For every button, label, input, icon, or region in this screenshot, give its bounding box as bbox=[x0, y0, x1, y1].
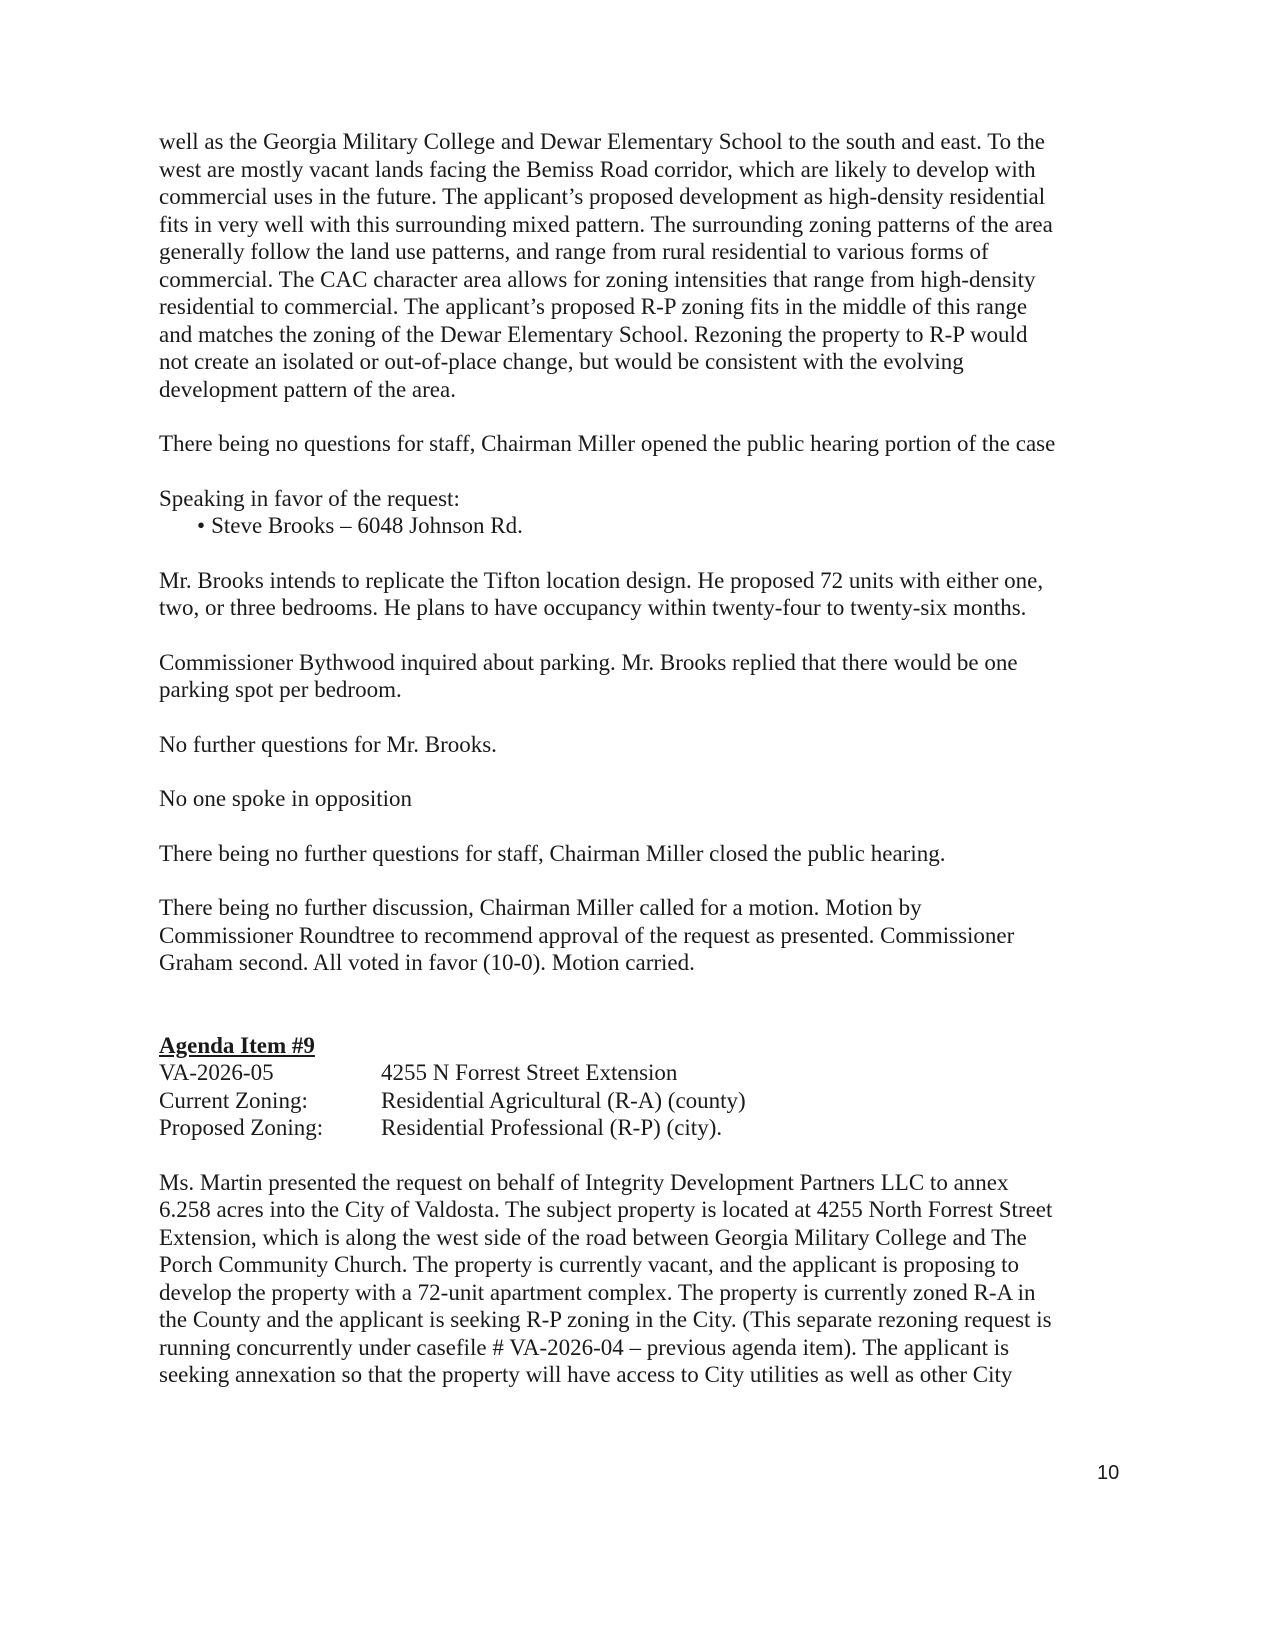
paragraph-brooks-plan: Mr. Brooks intends to replicate the Tifton location design. He proposed 72 units with either one, two, or three bedrooms. He plans to have occupancy within twenty-four to twenty-six months. bbox=[159, 567, 1044, 620]
paragraph-hearing-closed: There being no further questions for staff, Chairman Miller closed the public hearing. bbox=[159, 840, 946, 866]
document-page bbox=[159, 128, 1127, 1416]
case-address-value: 4255 N Forrest Street Extension bbox=[381, 1060, 678, 1085]
speaker-item: • Steve Brooks – 6048 Johnson Rd. bbox=[197, 512, 1127, 540]
proposed-zoning-label: Proposed Zoning: bbox=[159, 1115, 324, 1140]
speakers-list bbox=[159, 512, 1127, 540]
info-row-case bbox=[159, 1059, 746, 1087]
info-row-proposed-zoning bbox=[159, 1114, 746, 1142]
agenda-item-info-table bbox=[159, 1059, 746, 1142]
paragraph-public-hearing-open: There being no questions for staff, Chairman Miller opened the public hearing portion of the case bbox=[159, 431, 1056, 456]
paragraph-motion: There being no further discussion, Chairman Miller called for a motion. Motion by Commissioner Roundtree to recommend approval of the request as presented. Commissioner Graham second. All voted in favor (10-0). Motion carried. bbox=[159, 895, 1015, 975]
paragraph-opposition: No one spoke in opposition bbox=[159, 786, 412, 811]
current-zoning-value: Residential Agricultural (R-A) (county) bbox=[381, 1087, 746, 1113]
agenda-item-heading: Agenda Item #9 bbox=[159, 1032, 315, 1058]
current-zoning-label: Current Zoning: bbox=[159, 1087, 308, 1113]
info-row-current-zoning bbox=[159, 1087, 746, 1115]
paragraph-context: well as the Georgia Military College and Dewar Elementary School to the south and east. To the west are mostly vacant lands facing the Bemiss Road corridor, which are likely to develop with commercial uses in the future. The applicant’s proposed development as high-density residential fits in very well with this surrounding mixed pattern. The surrounding zoning patterns of the area generally follow the land use patterns, and range from rural residential to various forms of commercial. The CAC character area allows for zoning intensities that range from high-density residential to commercial. The applicant’s proposed R-P zoning fits in the middle of this range and matches the zoning of the Dewar Elementary School. Rezoning the property to R-P would not create an isolated or out-of-place change, but would be consistent with the evolving development pattern of the area. bbox=[159, 129, 1053, 402]
speakers-heading: Speaking in favor of the request: bbox=[159, 485, 460, 511]
paragraph-parking: Commissioner Bythwood inquired about parking. Mr. Brooks replied that there would be one parking spot per bedroom. bbox=[159, 649, 1018, 702]
agenda-item-section bbox=[159, 1032, 1127, 1389]
proposed-zoning-value: Residential Professional (R-P) (city). bbox=[381, 1115, 723, 1140]
paragraph-no-further-questions: No further questions for Mr. Brooks. bbox=[159, 731, 497, 757]
page-number: 10 bbox=[1097, 1462, 1120, 1484]
agenda-item-description: Ms. Martin presented the request on behalf of Integrity Development Partners LLC to annex 6.258 acres into the City of Valdosta. The subject property is located at 4255 North Forrest Street Extension, which is along the west side of the road between Georgia Military College and The Porch Community Church. The property is currently vacant, and the applicant is proposing to develop the property with a 72-unit apartment complex. The property is currently zoned R-A in the County and the applicant is seeking R-P zoning in the City. (This separate rezoning request is running concurrently under casefile # VA-2026-04 – previous agenda item). The applicant is seeking annexation so that the property will have access to City utilities as well as other City bbox=[159, 1169, 1053, 1387]
case-number-label: VA-2026-05 bbox=[159, 1060, 274, 1085]
